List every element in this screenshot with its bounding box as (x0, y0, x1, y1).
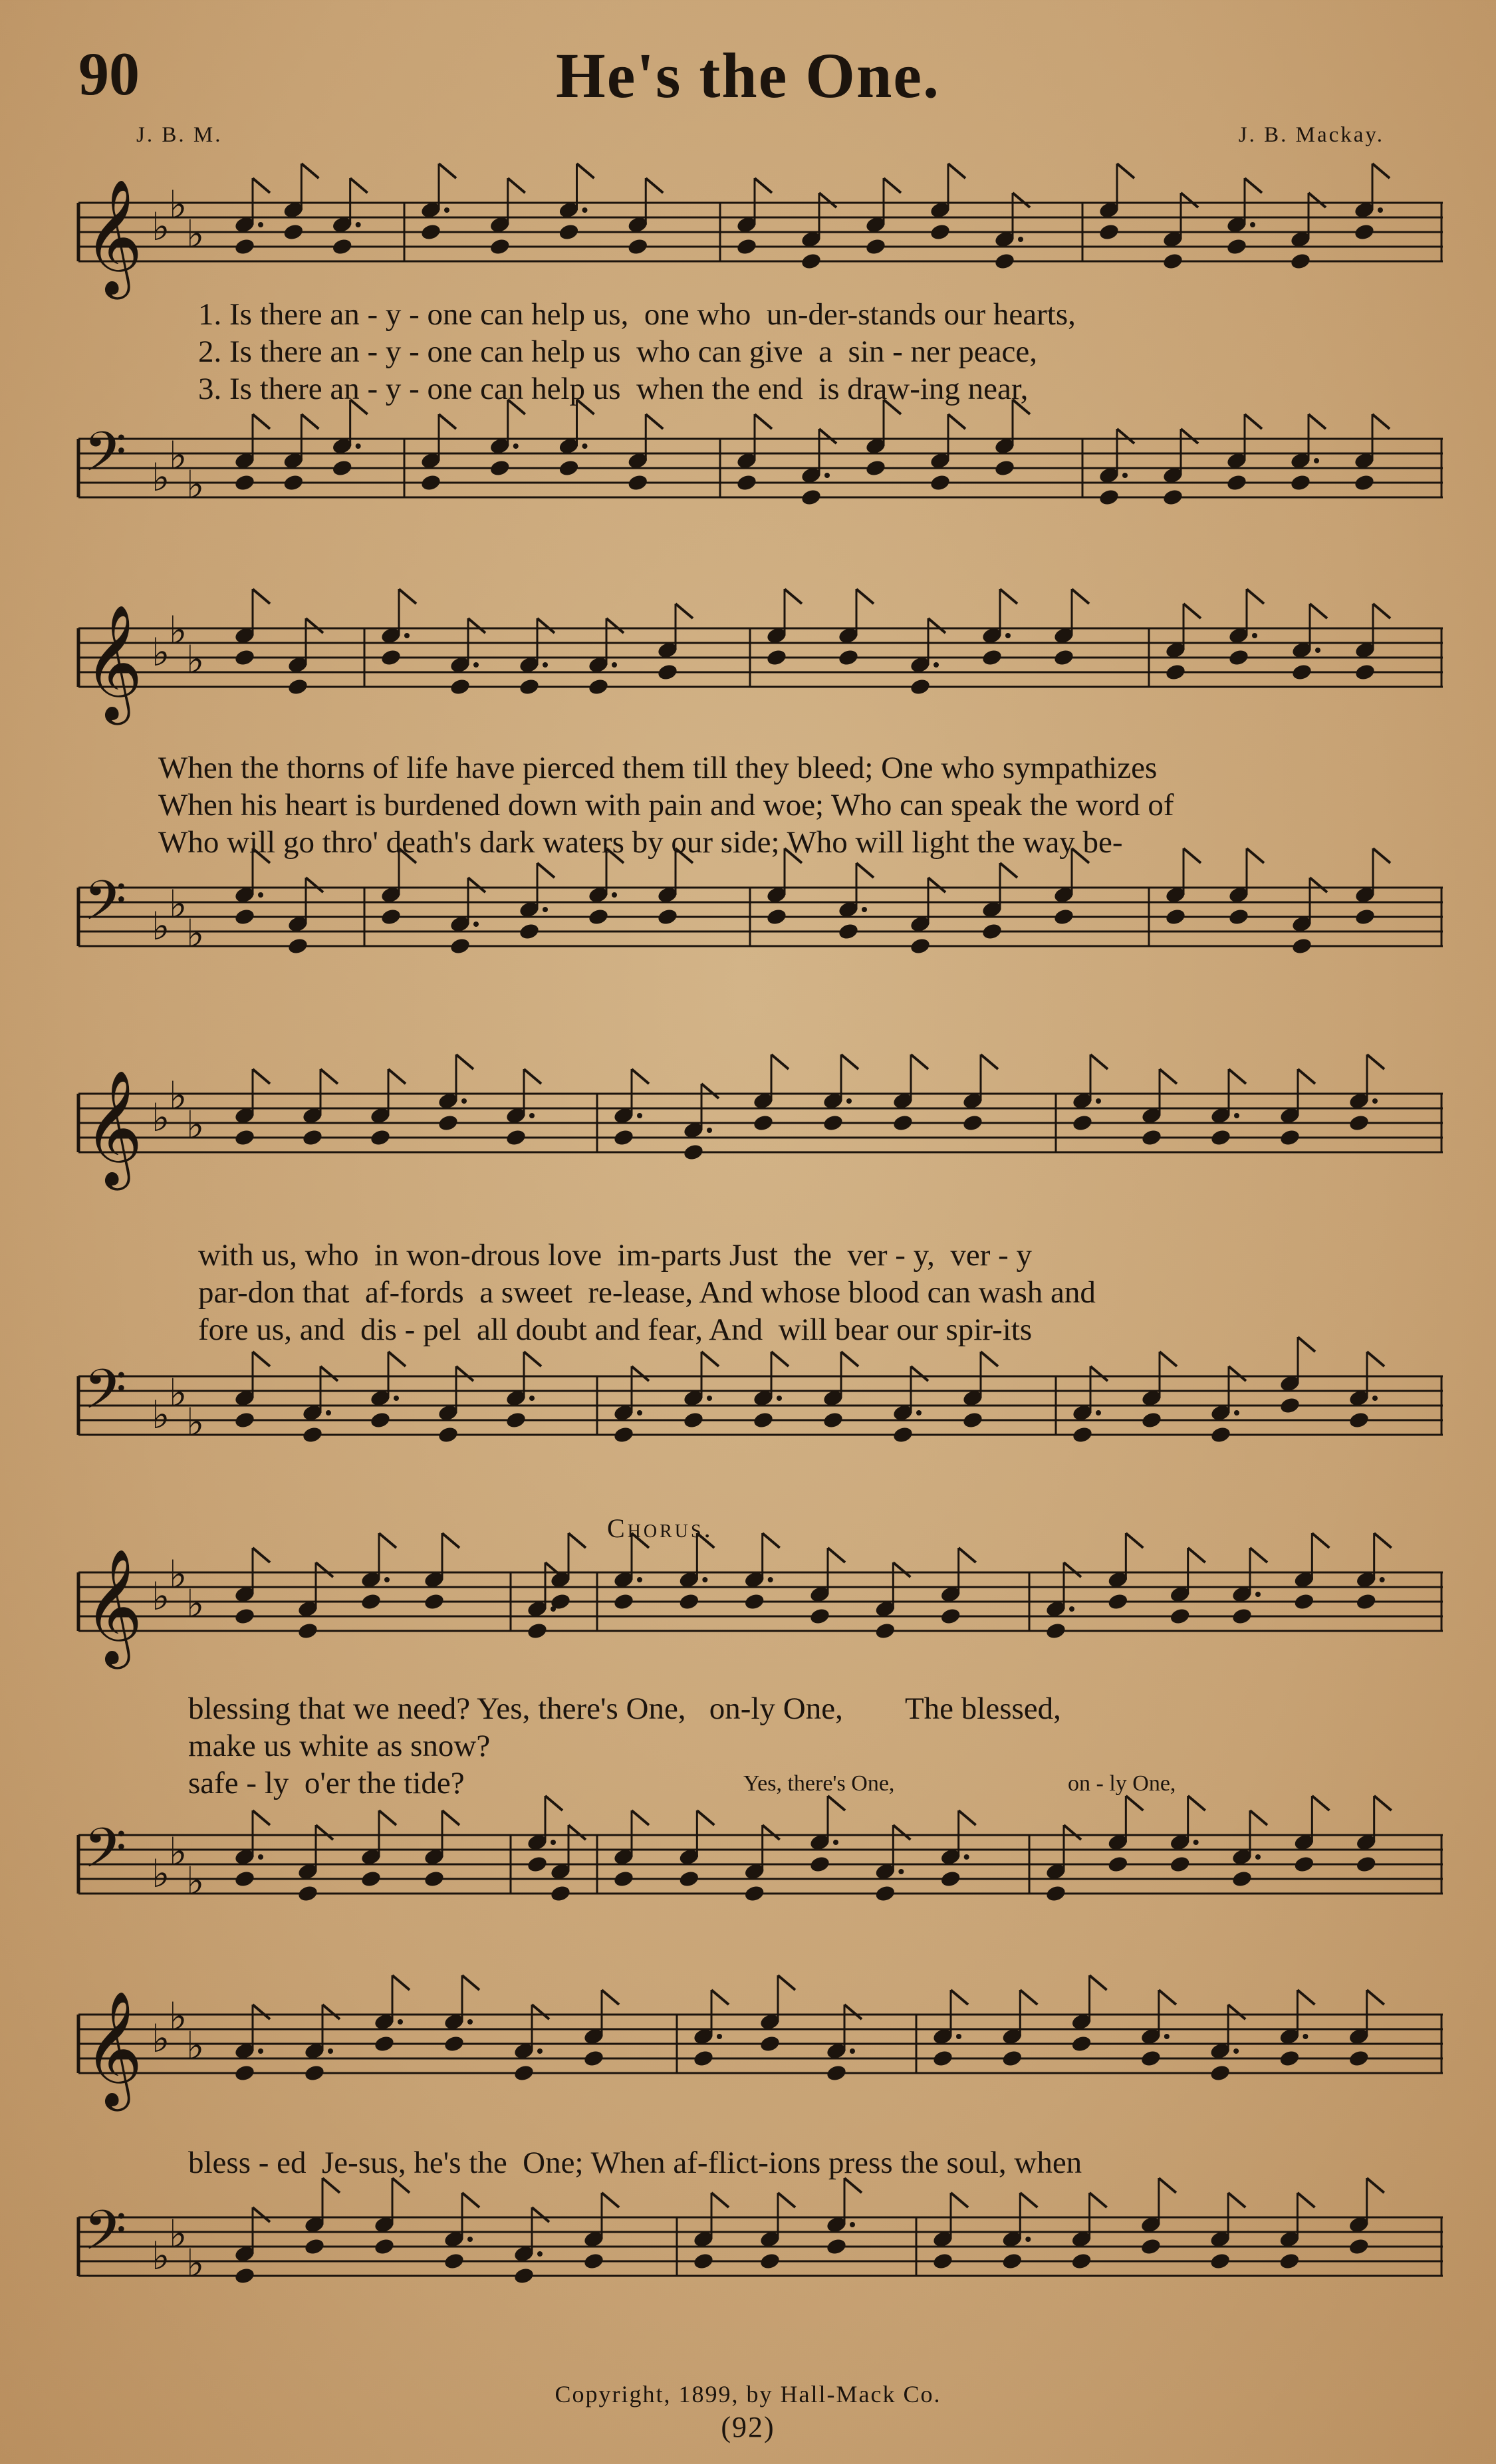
lyric-line: blessing that we need? Yes, there's One, on-ly One, The blessed, (188, 1691, 1061, 1726)
music-system-2 (78, 602, 1443, 981)
bass-staff (78, 412, 1443, 545)
svg-text:♭: ♭ (186, 911, 205, 956)
chorus-label: Chorus. (607, 1513, 713, 1543)
svg-text:♭: ♭ (186, 1400, 205, 1445)
svg-text:♭: ♭ (186, 1581, 205, 1626)
words-credit: J. B. M. (136, 123, 223, 147)
lyric-line: Who will go thro' death's dark waters by our side; Who will light the way be- (158, 825, 1123, 860)
svg-text:♭: ♭ (152, 904, 170, 949)
svg-text:♭: ♭ (169, 2211, 187, 2257)
lyric-line: fore us, and dis - pel all doubt and fear, And will bear our spir-its (198, 1312, 1033, 1347)
lyric-line: make us white as snow? (188, 1729, 491, 1763)
svg-text:♭: ♭ (186, 1858, 205, 1904)
svg-text:𝄞: 𝄞 (84, 1070, 143, 1185)
treble-staff (78, 602, 1443, 735)
music-system-4 (78, 1513, 1443, 1941)
svg-text:♭: ♭ (186, 2023, 205, 2068)
svg-text:♭: ♭ (186, 462, 205, 507)
svg-text:♭: ♭ (152, 1851, 170, 1896)
lyric-line: When his heart is burdened down with pain and woe; Who can speak the word of (158, 788, 1174, 822)
music-system-3 (78, 1067, 1443, 1459)
svg-text:𝄞: 𝄞 (84, 1548, 143, 1664)
svg-text:♭: ♭ (186, 1102, 205, 1148)
lyric-line: with us, who in won-drous love im-parts Just the ver - y, ver - y (198, 1238, 1033, 1273)
lyric-line: 3. Is there an - y - one can help us when the end is draw-ing near, (198, 372, 1029, 406)
svg-text:♭: ♭ (152, 630, 170, 675)
bass-staff (78, 1350, 1443, 1483)
svg-text:𝄢: 𝄢 (84, 868, 127, 946)
lyric-line: safe - ly o'er the tide? (188, 1766, 465, 1800)
svg-text:𝄢: 𝄢 (84, 1357, 127, 1435)
lyric-line: 1. Is there an - y - one can help us, one who un-der-stands our hearts, (198, 297, 1076, 332)
svg-text:♭: ♭ (186, 2241, 205, 2286)
svg-text:♭: ♭ (152, 455, 170, 500)
svg-text:♭: ♭ (169, 433, 187, 478)
svg-text:♭: ♭ (186, 637, 205, 682)
svg-text:𝄢: 𝄢 (84, 2198, 127, 2276)
svg-text:𝄞: 𝄞 (84, 1991, 143, 2106)
lyric-line: bless - ed Je-sus, he's the One; When af-flict-ions press the soul, when (188, 2146, 1082, 2180)
svg-text:♭: ♭ (169, 882, 187, 927)
hymn-number: 90 (78, 40, 140, 108)
lyric-line: par-don that af-fords a sweet re-lease, And whose blood can wash and (198, 1275, 1096, 1310)
svg-text:♭: ♭ (152, 2233, 170, 2279)
svg-text:♭: ♭ (169, 1552, 187, 1597)
bass-staff (78, 2191, 1443, 2324)
svg-text:♭: ♭ (169, 182, 187, 227)
svg-text:♭: ♭ (169, 1370, 187, 1416)
bass-staff (78, 861, 1443, 994)
lyric-line: 2. Is there an - y - one can help us who can give a sin - ner peace, (198, 334, 1037, 369)
svg-text:♭: ♭ (152, 2016, 170, 2061)
music-credit: J. B. Mackay. (1238, 123, 1384, 147)
music-system-1 (78, 176, 1443, 558)
lyric-line: When the thorns of life have pierced them till they bleed; One who sympathizes (158, 751, 1158, 785)
svg-text:𝄢: 𝄢 (84, 1816, 127, 1894)
svg-text:𝄢: 𝄢 (84, 420, 127, 497)
svg-text:♭: ♭ (169, 1994, 187, 2039)
svg-text:♭: ♭ (169, 1829, 187, 1874)
svg-text:♭: ♭ (152, 204, 170, 249)
hymn-title: He's the One. (556, 40, 940, 111)
copyright-notice: Copyright, 1899, by Hall-Mack Co. (555, 2381, 941, 2407)
treble-staff (78, 1546, 1443, 1679)
svg-text:♭: ♭ (152, 1574, 170, 1619)
svg-text:♭: ♭ (169, 1073, 187, 1118)
treble-staff (78, 1067, 1443, 1200)
svg-text:𝄞: 𝄞 (84, 604, 143, 720)
svg-text:♭: ♭ (152, 1392, 170, 1437)
bass-staff (78, 1808, 1443, 1941)
music-system-5 (78, 1988, 1443, 2360)
treble-staff (78, 176, 1443, 309)
svg-text:𝄞: 𝄞 (84, 179, 143, 295)
svg-text:♭: ♭ (169, 608, 187, 653)
svg-text:♭: ♭ (186, 211, 205, 257)
treble-staff (78, 1988, 1443, 2121)
bass-cue-words: Yes, there's One, (743, 1771, 895, 1796)
page-number: (92) (721, 2411, 775, 2443)
svg-text:♭: ♭ (152, 1095, 170, 1140)
bass-cue-words: on - ly One, (1068, 1771, 1176, 1796)
